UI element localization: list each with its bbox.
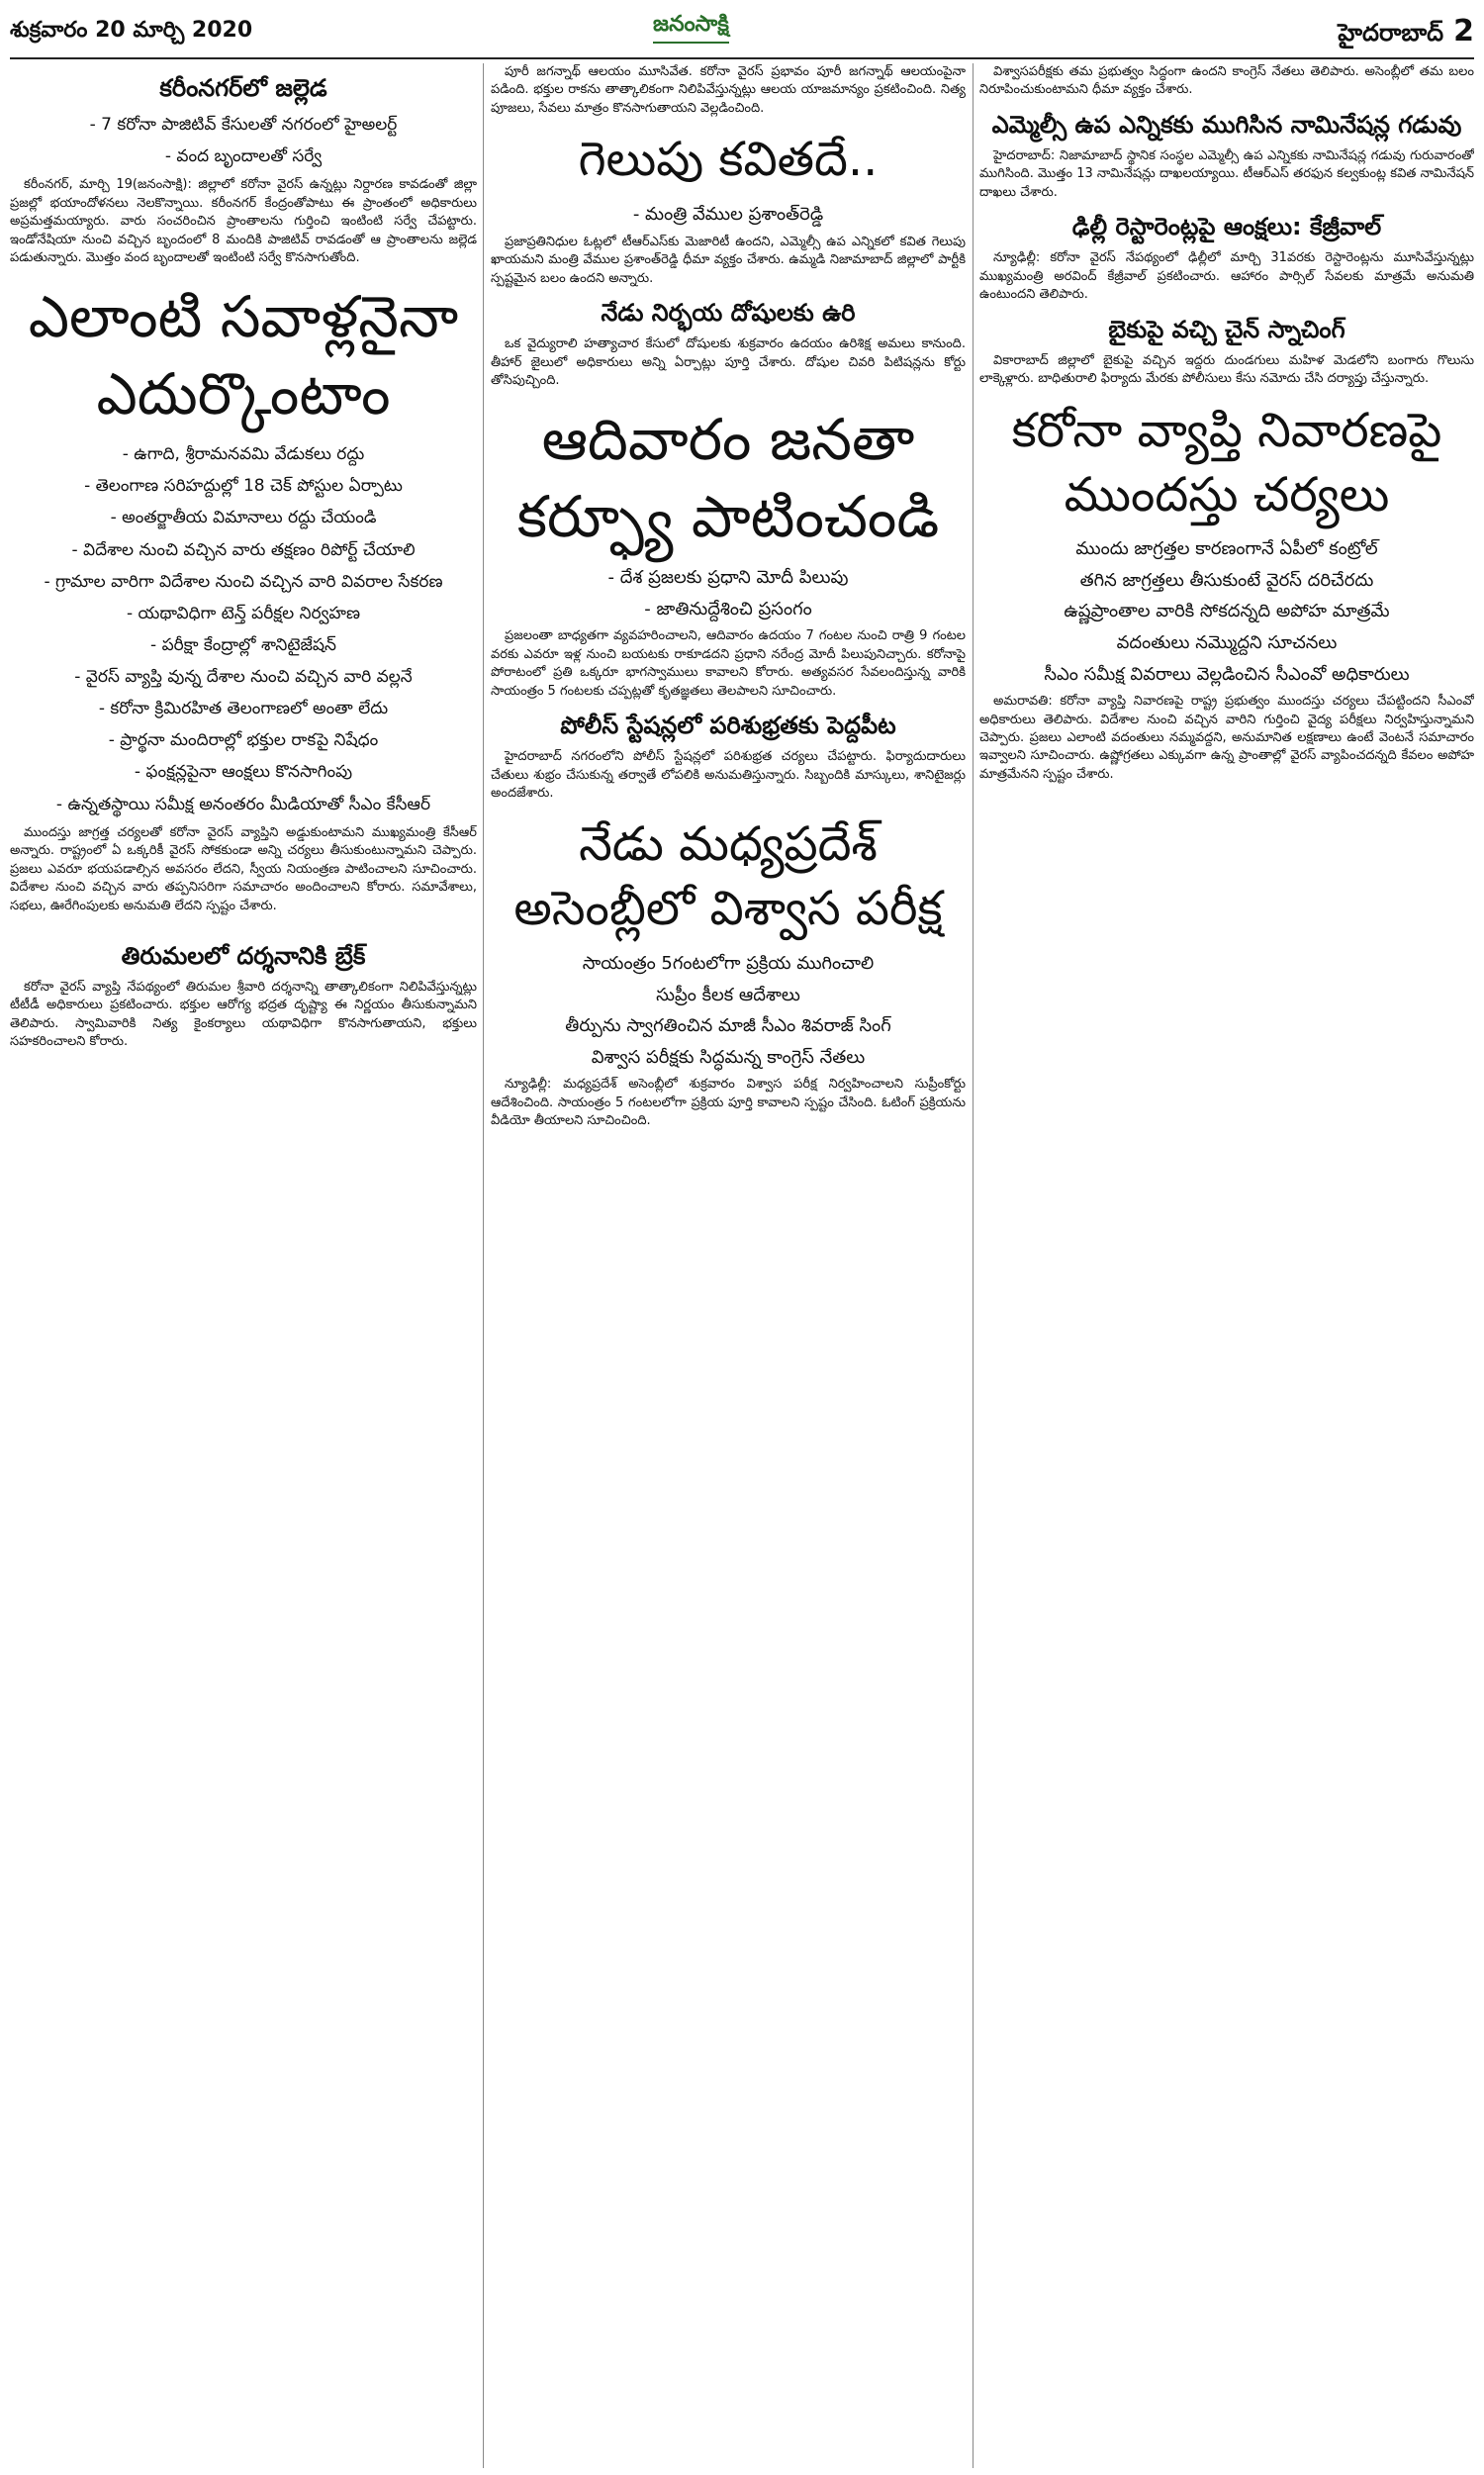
column-middle: [491, 63, 966, 2468]
highlight-point: - యథావిధిగా టెన్త్‌ పరీక్షల నిర్వహణ: [126, 603, 361, 623]
article-body: హైదరాబాద్‌: నిజామాబాద్‌ స్థానిక సంస్థల ఎమ్మెల్సీ ఉప ఎన్నికకు నామినేషన్ల గడువు గురువారంతో ముగిసింది. మొత్తం 13 నామినేషన్లు దాఖలయ్యాయి. టీఆర్‌ఎస్‌ తరఫున కల్వకుంట్ల కవిత నామినేషన్‌ దాఖలు చేశారు.: [979, 147, 1474, 200]
issue-date: శుక్రవారం 20 మార్చి 2020: [10, 18, 253, 43]
headline-janata-curfew: ఆదివారం జనతా కర్ఫ్యూ పాటించండి: [516, 405, 940, 550]
headline-nirbhaya: నేడు నిర్భయ దోషులకు ఉరి: [601, 299, 856, 328]
headline-police-stations: పోలీస్‌ స్టేషన్లలో పరిశుభ్రతకు పెద్దపీట: [560, 712, 896, 739]
column-divider: [973, 63, 974, 2468]
subhead: విశ్వాస పరీక్షకు సిద్ధమన్న కాంగ్రెస్‌ నేతలు: [591, 1046, 866, 1068]
article-body: న్యూఢిల్లీ: కరోనా వైరస్‌ నేపథ్యంలో ఢిల్లీలో మార్చి 31వరకు రెస్టారెంట్లను మూసివేస్తున్నట్లు ముఖ్యమంత్రి అరవింద్‌ కేజ్రీవాల్‌ ప్రకటించారు. ఆహారం పార్సిల్‌ సేవలకు మాత్రమే అనుమతి ఉంటుందని తెలిపారు.: [979, 250, 1474, 303]
headline-mp-floor-test: నేడు మధ్యప్రదేశ్‌ అసెంబ్లీలో విశ్వాస పరీక్ష: [513, 816, 943, 937]
article-body: న్యూఢిల్లీ: మధ్యప్రదేశ్‌ అసెంబ్లీలో శుక్రవారం విశ్వాస పరీక్ష నిర్వహించాలని సుప్రీంకోర్టు ఆదేశించింది. సాయంత్రం 5 గంటలలోగా ప్రక్రియ పూర్తి కావాలని స్పష్టం చేసింది. ఓటింగ్‌ ప్రక్రియను వీడియో తీయాలని సూచించింది.: [491, 1077, 966, 1129]
article-body: విశ్వాసపరీక్షకు తమ ప్రభుత్వం సిద్ధంగా ఉందని కాంగ్రెస్‌ నేతలు తెలిపారు. అసెంబ్లీలో తమ బలం నిరూపించుకుంటామని ధీమా వ్యక్తం చేశారు.: [979, 64, 1474, 98]
highlight-point: - కరోనా క్రిమిరహిత తెలంగాణలో అంతా లేదు: [98, 699, 389, 719]
article-body: ప్రజలంతా బాధ్యతగా వ్యవహరించాలని, ఆదివారం ఉదయం 7 గంటల నుంచి రాత్రి 9 గంటల వరకు ఎవరూ ఇళ్ల నుంచి బయటకు రాకూడదని ప్రధాని నరేంద్ర మోదీ పిలుపునిచ్చారు. కరోనాపై పోరాటంలో ప్రతి ఒక్కరూ భాగస్వాములు కావాలని కోరారు. అత్యవసర సేవలందిస్తున్న వారికి సాయంత్రం 5 గంటలకు చప్పట్లతో కృతజ్ఞతలు తెలపాలని సూచించారు.: [491, 628, 966, 699]
headline-tirumala: తిరుమలలో దర్శనానికి బ్రేక్‌: [121, 941, 366, 970]
subhead: - జాతినుద్దేశించి ప్రసంగం: [644, 598, 812, 619]
column-left: [10, 63, 477, 2468]
article-body: అమరావతి: కరోనా వ్యాప్తి నివారణపై రాష్ట్ర ప్రభుత్వం ముందస్తు చర్యలు చేపట్టిందని సీఎంవో అధికారులు తెలిపారు. విదేశాల నుంచి వచ్చిన వారిని గుర్తించి వైద్య పరీక్షలు నిర్వహిస్తున్నామని చెప్పారు. ప్రజలు ఎలాంటి వదంతులు నమ్మవద్దని, అనుమానిత లక్షణాలు ఉంటే వెంటనే సమాచారం ఇవ్వాలని సూచించారు. ఉష్ణోగ్రతలు ఎక్కువగా ఉన్న ప్రాంతాల్లో వైరస్‌ వ్యాపించదన్నది కేవలం అపోహ మాత్రమేనని స్పష్టం చేశారు.: [979, 694, 1474, 782]
headline-delhi-restaurants: ఢిల్లీ రెస్టారెంట్లపై ఆంక్షలు: కేజ్రీవాల్‌: [1071, 213, 1382, 241]
header-rule: [10, 57, 1474, 59]
edition-city: [1338, 14, 1474, 52]
highlight-point: - ప్రార్థనా మందిరాల్లో భక్తుల రాకపై నిషేధం: [108, 730, 379, 751]
highlight-point: - ఉన్నతస్థాయి సమీక్ష అనంతరం మీడియాతో సీఎం కేసీఆర్‌: [55, 794, 431, 814]
article-body: ముందస్తు జాగ్రత్త చర్యలతో కరోనా వైరస్‌ వ్యాప్తిని అడ్డుకుంటామని ముఖ్యమంత్రి కేసీఆర్‌ అన్నారు. రాష్ట్రంలో ఏ ఒక్కరికీ వైరస్‌ సోకకుండా అన్ని చర్యలు తీసుకుంటున్నామని చెప్పారు. ప్రజలు ఎవరూ భయపడాల్సిన అవసరం లేదని, స్వీయ నియంత్రణ పాటించాలని సూచించారు. విదేశాల నుంచి వచ్చిన వారు తప్పనిసరిగా సమాచారం అందించాలని కోరారు. సమావేశాలు, సభలు, ఊరేగింపులకు అనుమతి లేదని స్పష్టం చేశారు.: [10, 824, 477, 913]
article-body: కరీంనగర్‌, మార్చి 19(జనంసాక్షి): జిల్లాలో కరోనా వైరస్‌ ఉన్నట్లు నిర్దారణ కావడంతో జిల్లా ప్రజల్లో భయాందోళనలు నెలకొన్నాయి. కరీంనగర్‌ కేంద్రంతోపాటు ఈ ప్రాంతంలో అధికారులు అప్రమత్తమయ్యారు. వారు సంచరించిన ప్రాంతాలను గుర్తించి ఇంటింటి సర్వే చేపట్టారు. ఇండోనేషియా నుంచి వచ్చిన బృందంలో 8 మందికి పాజిటివ్‌ రావడంతో ఆ ప్రాంతాలను జల్లెడ పడుతున్నారు. మొత్తం వంద బృందాలతో ఇంటింటి సర్వే కొనసాగుతోంది.: [10, 177, 477, 266]
headline-chain-snatching: బైకుపై వచ్చి చైన్‌ స్నాచింగ్‌: [1108, 315, 1345, 343]
city-label: హైదరాబాద్: [1338, 19, 1444, 47]
subhead: తగిన జాగ్రత్తలు తీసుకుంటే వైరస్‌ దరిచేరదు: [1079, 569, 1374, 591]
column-right: [979, 63, 1474, 2468]
subhead: ఉష్ణప్రాంతాల వారికి సోకదన్నది అపోహ మాత్రమే: [1064, 601, 1390, 622]
subhead: - 7 కరోనా పాజిటివ్‌ కేసులతో నగరంలో హైఅలర్ట్‌: [89, 115, 398, 136]
article-body: హైదరాబాద్‌ నగరంలోని పోలీస్‌ స్టేషన్లలో పరిశుభ్రత చర్యలు చేపట్టారు. ఫిర్యాదుదారులు చేతులు శుభ్రం చేసుకున్న తర్వాతే లోపలికి అనుమతిస్తున్నారు. సిబ్బందికి మాస్కులు, శానిటైజర్లు అందజేశారు.: [491, 749, 966, 801]
subhead: తీర్పును స్వాగతించిన మాజీ సీఎం శివరాజ్‌ సింగ్‌: [565, 1015, 891, 1037]
subhead: - దేశ ప్రజలకు ప్రధాని మోదీ పిలుపు: [607, 567, 849, 589]
headline-corona-prevention: కరోనా వ్యాప్తి నివారణపై ముందస్తు చర్యలు: [1011, 402, 1442, 523]
highlight-point: - గ్రామాల వారిగా విదేశాల నుంచి వచ్చిన వారి వివరాల సేకరణ: [44, 571, 443, 592]
article-body: ఒక వైద్యురాలి హత్యాచార కేసులో దోషులకు శుక్రవారం ఉదయం ఉరిశిక్ష అమలు కానుంది. తీహార్‌ జైలులో అధికారులు అన్ని ఏర్పాట్లు పూర్తి చేశారు. దోషుల చివరి పిటిషన్లను కోర్టు తోసిపుచ్చింది.: [491, 336, 966, 389]
headline-karimnagar: కరీంనగర్‌లో జల్లెడ: [159, 74, 327, 102]
subhead: సుప్రీం కీలక ఆదేశాలు: [656, 984, 800, 1005]
headline-challenges: ఎలాంటి సవాళ్లనైనా ఎదుర్కొంటాం: [28, 282, 459, 428]
highlight-point: - అంతర్జాతీయ విమానాలు రద్దు చేయండి: [110, 508, 377, 528]
subhead: ముందు జాగ్రత్తల కారణంగానే ఏపీలో కంట్రోల్‌: [1075, 538, 1378, 560]
headline-kavitha: గెలుపు కవితదే..: [578, 132, 879, 188]
article-body: పూరీ జగన్నాథ్‌ ఆలయం మూసివేత. కరోనా వైరస్‌ ప్రభావం పూరీ జగన్నాథ్‌ ఆలయంపైనా పడింది. భక్తుల రాకను తాత్కాలికంగా నిలిపివేస్తున్నట్లు ఆలయ యాజమాన్యం ప్రకటించింది. నిత్య పూజలు, సేవలు మాత్రం కొనసాగుతాయని వెల్లడించింది.: [491, 64, 966, 116]
article-body: కరోనా వైరస్‌ వ్యాప్తి నేపథ్యంలో తిరుమల శ్రీవారి దర్శనాన్ని తాత్కాలికంగా నిలిపివేస్తున్నట్లు టీటీడీ అధికారులు ప్రకటించారు. భక్తుల ఆరోగ్య భద్రత దృష్ట్యా ఈ నిర్ణయం తీసుకున్నామని తెలిపారు. స్వామివారికి నిత్య కైంకర్యాలు యథావిధిగా కొనసాగుతాయని, భక్తులు సహకరించాలని కోరారు.: [10, 980, 477, 1050]
headline-mlc-nominations: ఎమ్మెల్సీ ఉప ఎన్నికకు ముగిసిన నామినేషన్ల గడువు: [991, 110, 1462, 139]
highlight-point: - ఫంక్షన్లపైనా ఆంక్షలు కొనసాగింపు: [134, 762, 353, 783]
column-divider: [483, 63, 484, 2468]
subhead: వదంతులు నమ్మొద్దని సూచనలు: [1116, 632, 1338, 653]
highlight-point: - ఉగాది, శ్రీరామనవమి వేడుకలు రద్దు: [122, 444, 365, 465]
subhead: - మంత్రి వేముల ప్రశాంత్‌రెడ్డి: [632, 204, 824, 226]
highlight-point: - వైరస్‌ వ్యాప్తి వున్న దేశాల నుంచి వచ్చిన వారి వల్లనే: [74, 667, 413, 688]
article-body: వికారాబాద్‌ జిల్లాలో బైకుపై వచ్చిన ఇద్దరు దుండగులు మహిళ మెడలోని బంగారు గొలుసు లాక్కెళ్లారు. బాధితురాలి ఫిర్యాదు మేరకు పోలీసులు కేసు నమోదు చేసి దర్యాప్తు చేస్తున్నారు.: [979, 352, 1474, 387]
subhead: - వంద బృందాలతో సర్వే: [164, 146, 323, 167]
highlight-point: - విదేశాల నుంచి వచ్చిన వారు తక్షణం రిపోర్ట్‌ చేయాలి: [71, 539, 416, 560]
highlight-point: - పరీక్షా కేంద్రాల్లో శానిటైజేషన్‌: [150, 634, 336, 655]
subhead: సాయంత్రం 5గంటలోగా ప్రక్రియ ముగించాలి: [582, 953, 875, 975]
subhead: సీఎం సమీక్ష వివరాలు వెల్లడించిన సీఎంవో అధికారులు: [1044, 663, 1410, 685]
newspaper-logo: జనంసాక్షి: [653, 12, 729, 44]
masthead: [10, 6, 1474, 55]
page-number: 2: [1453, 14, 1474, 48]
article-body: ప్రజాప్రతినిధుల ఓట్లలో టీఆర్‌ఎస్‌కు మెజారిటీ ఉందని, ఎమ్మెల్సీ ఉప ఎన్నికలో కవిత గెలుపు ఖాయమని మంత్రి వేముల ప్రశాంత్‌రెడ్డి ధీమా వ్యక్తం చేశారు. ఉమ్మడి నిజామాబాద్‌ జిల్లాలో పార్టీకి స్పష్టమైన బలం ఉందని అన్నారు.: [491, 234, 966, 286]
highlight-point: - తెలంగాణ సరిహద్దుల్లో 18 చెక్‌ పోస్టుల ఏర్పాటు: [84, 476, 403, 497]
